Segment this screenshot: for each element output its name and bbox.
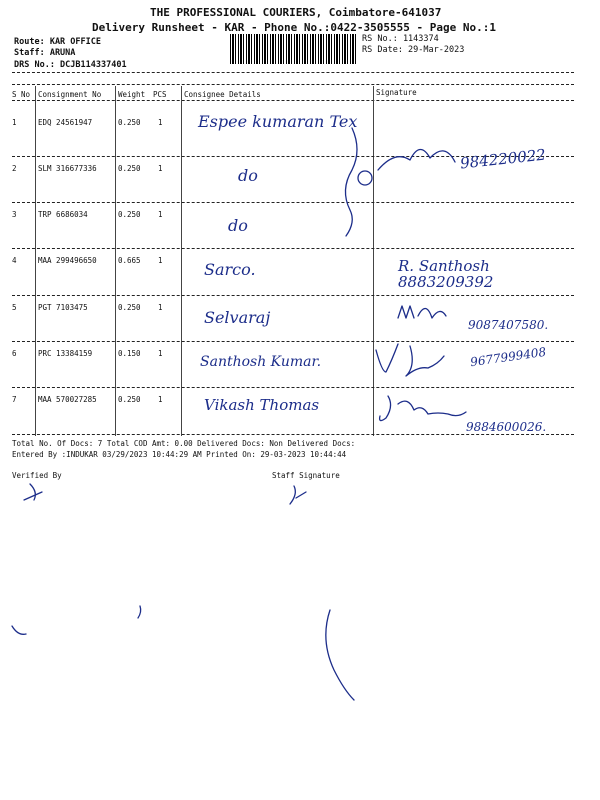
drs-label: DRS No.: DCJB114337401	[14, 60, 127, 70]
row-signature-handwritten: R. Santhosh 8883209392	[398, 257, 494, 291]
route-label: Route: KAR OFFICE	[14, 37, 101, 47]
totals-line: Total No. Of Docs: 7 Total COD Amt: 0.00 Delivered Docs: Non Delivered Docs:	[12, 439, 356, 448]
row-consignment: EDQ 24561947	[38, 118, 93, 127]
row-weight: 0.150	[118, 349, 141, 358]
col-pcs: PCS	[153, 90, 167, 99]
row-weight: 0.250	[118, 395, 141, 404]
margin-mark-3	[326, 610, 354, 700]
row-consignment: MAA 570027285	[38, 395, 97, 404]
signature-stroke-row5	[398, 306, 446, 318]
row-weight: 0.250	[118, 164, 141, 173]
row-pcs: 1	[158, 118, 163, 127]
row-weight: 0.665	[118, 256, 141, 265]
row-weight: 0.250	[118, 118, 141, 127]
row-consignee-handwritten: do	[228, 216, 248, 235]
row-consignee-handwritten: Vikash Thomas	[204, 396, 320, 414]
verified-by-label: Verified By	[12, 471, 62, 480]
row-consignment: MAA 299496650	[38, 256, 97, 265]
col-sno: S No	[12, 90, 31, 99]
bracket-stroke	[345, 128, 357, 236]
row-pcs: 1	[158, 349, 163, 358]
col-consignee: Consignee Details	[184, 90, 261, 99]
row-sno: 1	[12, 118, 17, 127]
signature-stroke-row2	[378, 149, 455, 170]
row-pcs: 1	[158, 303, 163, 312]
row-consignment: TRP 6686034	[38, 210, 88, 219]
row-consignment: PRC 13384159	[38, 349, 93, 358]
entered-by-line: Entered By :INDUKAR 03/29/2023 10:44:29 AM Printed On: 29-03-2023 10:44:44	[12, 450, 347, 459]
row-pcs: 1	[158, 164, 163, 173]
staff-label: Staff: ARUNA	[14, 48, 76, 58]
staff-signature-label: Staff Signature	[272, 471, 340, 480]
row-consignee-handwritten: Sarco.	[204, 260, 256, 279]
margin-mark-1	[12, 626, 26, 634]
row-sno: 6	[12, 349, 17, 358]
row-consignment: PGT 7103475	[38, 303, 88, 312]
company-title: THE PROFESSIONAL COURIERS, Coimbatore-641037	[150, 6, 442, 19]
signature-stroke-row6	[376, 344, 444, 376]
rs-number: RS No.: 1143374	[362, 34, 439, 44]
row-consignment: SLM 316677336	[38, 164, 97, 173]
row-sno: 5	[12, 303, 17, 312]
staff-sign-stroke	[290, 486, 306, 504]
verified-sign-stroke	[24, 484, 42, 500]
row-sno: 3	[12, 210, 17, 219]
row-consignee-handwritten: do	[238, 166, 258, 185]
row-pcs: 1	[158, 210, 163, 219]
row-consignee-handwritten: Espee kumaran Tex	[198, 112, 358, 131]
row-signature-handwritten: 9087407580.	[468, 318, 549, 332]
col-consignment: Consignment No	[38, 90, 102, 99]
runsheet-title: Delivery Runsheet - KAR - Phone No.:0422-3505555 - Page No.:1	[92, 21, 496, 34]
margin-mark-2	[138, 606, 141, 618]
rs-date: RS Date: 29-Mar-2023	[362, 45, 465, 55]
row-sno: 2	[12, 164, 17, 173]
row-consignee-handwritten: Selvaraj	[204, 308, 271, 327]
signature-stroke-row7	[380, 396, 466, 421]
stamp-circle	[358, 171, 372, 185]
row-consignee-handwritten: Santhosh Kumar.	[200, 354, 322, 370]
row-signature-handwritten: 984220022	[459, 145, 547, 173]
row-sno: 7	[12, 395, 17, 404]
row-weight: 0.250	[118, 303, 141, 312]
col-weight: Weight	[118, 90, 146, 99]
row-pcs: 1	[158, 256, 163, 265]
row-pcs: 1	[158, 395, 163, 404]
row-sno: 4	[12, 256, 17, 265]
row-signature-handwritten: 9884600026.	[466, 420, 547, 434]
col-signature: Signature	[376, 88, 417, 97]
row-weight: 0.250	[118, 210, 141, 219]
row-signature-handwritten: 9677999408	[469, 344, 547, 370]
